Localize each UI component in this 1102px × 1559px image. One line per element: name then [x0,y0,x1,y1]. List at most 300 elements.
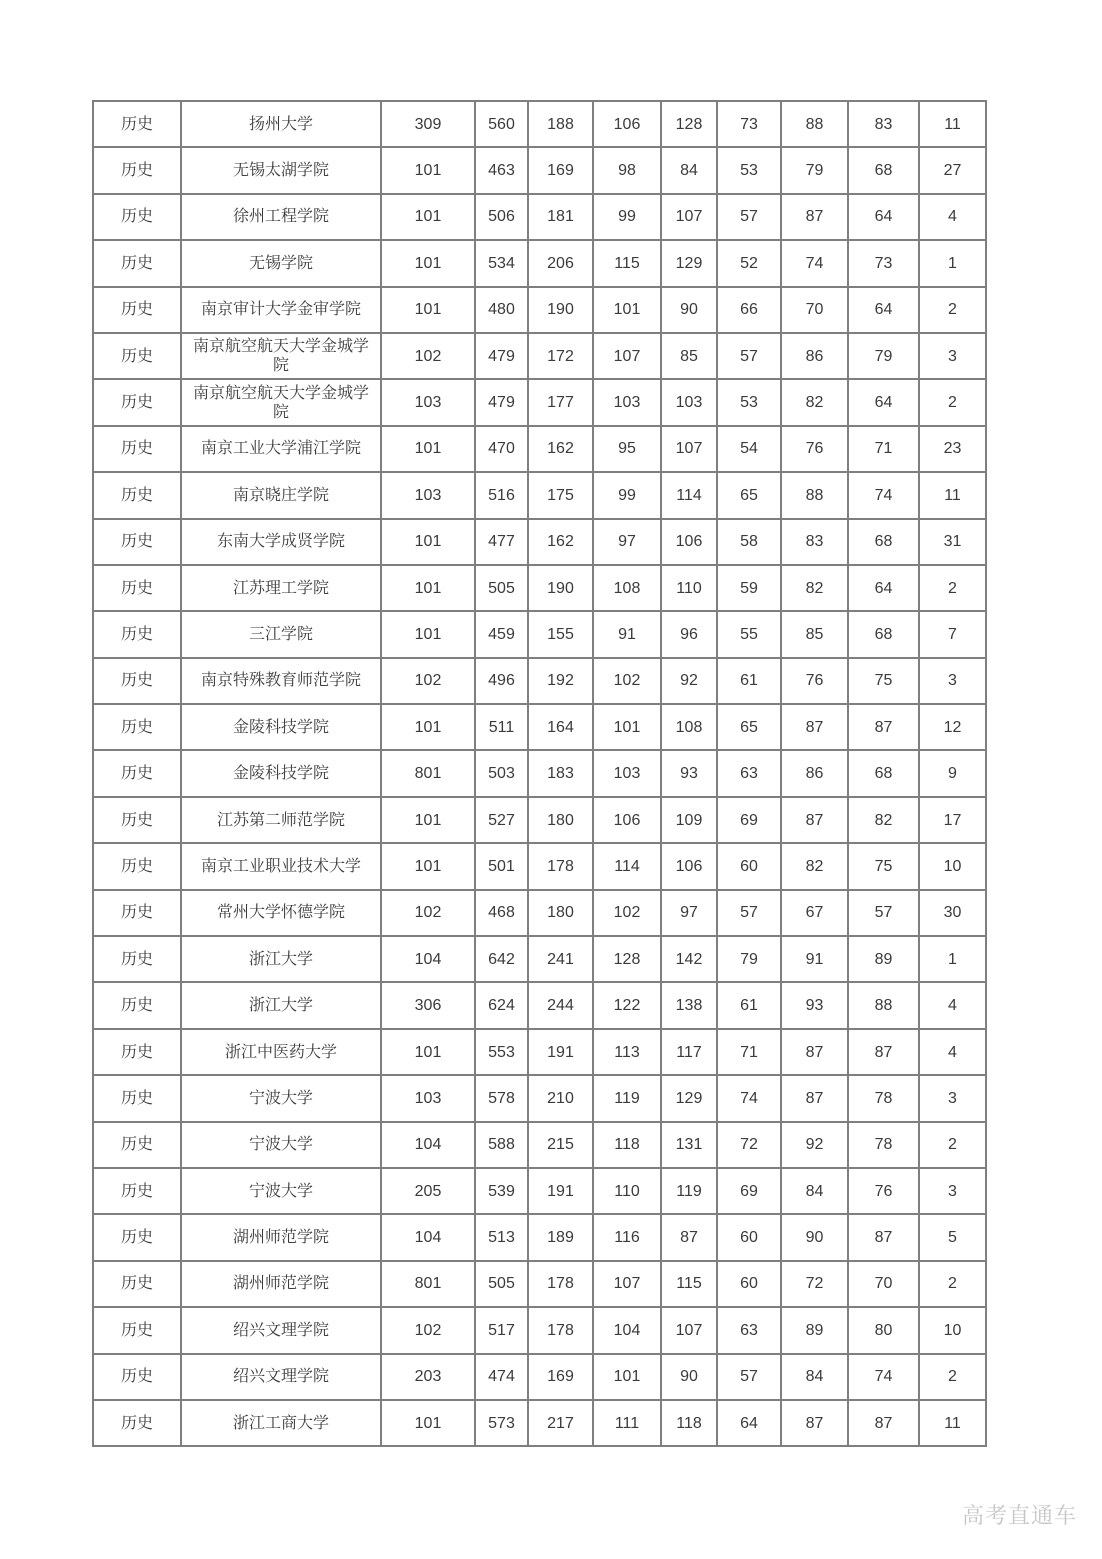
value-cell: 5 [919,1214,986,1260]
value-cell: 107 [661,1307,717,1353]
value-cell: 82 [848,797,919,843]
school-cell: 绍兴文理学院 [181,1354,381,1400]
subject-cell: 历史 [93,658,181,704]
value-cell: 91 [593,611,661,657]
value-cell: 76 [848,1168,919,1214]
value-cell: 104 [381,936,475,982]
value-cell: 57 [717,1354,781,1400]
value-cell: 206 [528,240,593,286]
value-cell: 578 [475,1075,528,1121]
value-cell: 93 [661,750,717,796]
table-row [93,936,986,982]
value-cell: 64 [848,565,919,611]
school-cell: 东南大学成贤学院 [181,519,381,565]
value-cell: 215 [528,1122,593,1168]
value-cell: 60 [717,1214,781,1260]
value-cell: 517 [475,1307,528,1353]
value-cell: 74 [848,1354,919,1400]
value-cell: 101 [593,1354,661,1400]
value-cell: 82 [781,565,848,611]
subject-cell: 历史 [93,1168,181,1214]
value-cell: 244 [528,982,593,1028]
value-cell: 191 [528,1029,593,1075]
value-cell: 101 [381,565,475,611]
value-cell: 2 [919,287,986,333]
school-cell: 南京航空航天大学金城学院 [181,333,381,379]
value-cell: 87 [781,1075,848,1121]
table-row [93,287,986,333]
value-cell: 89 [848,936,919,982]
value-cell: 101 [381,1400,475,1446]
table-row [93,101,986,147]
school-cell: 常州大学怀德学院 [181,890,381,936]
value-cell: 534 [475,240,528,286]
value-cell: 106 [593,797,661,843]
value-cell: 188 [528,101,593,147]
value-cell: 88 [781,472,848,518]
value-cell: 87 [848,1214,919,1260]
value-cell: 1 [919,240,986,286]
value-cell: 74 [848,472,919,518]
value-cell: 169 [528,1354,593,1400]
value-cell: 57 [717,194,781,240]
value-cell: 103 [661,379,717,425]
subject-cell: 历史 [93,565,181,611]
value-cell: 92 [781,1122,848,1168]
value-cell: 67 [781,890,848,936]
value-cell: 128 [593,936,661,982]
value-cell: 87 [848,704,919,750]
value-cell: 82 [781,843,848,889]
value-cell: 83 [848,101,919,147]
value-cell: 2 [919,1354,986,1400]
value-cell: 106 [593,101,661,147]
value-cell: 501 [475,843,528,889]
value-cell: 68 [848,147,919,193]
value-cell: 104 [593,1307,661,1353]
value-cell: 79 [781,147,848,193]
value-cell: 99 [593,472,661,518]
value-cell: 511 [475,704,528,750]
value-cell: 64 [848,379,919,425]
table-row [93,1400,986,1446]
school-cell: 浙江工商大学 [181,1400,381,1446]
value-cell: 83 [781,519,848,565]
school-cell: 浙江大学 [181,936,381,982]
value-cell: 181 [528,194,593,240]
value-cell: 459 [475,611,528,657]
value-cell: 588 [475,1122,528,1168]
value-cell: 76 [781,658,848,704]
value-cell: 103 [381,1075,475,1121]
value-cell: 480 [475,287,528,333]
value-cell: 102 [593,890,661,936]
value-cell: 539 [475,1168,528,1214]
table-row [93,890,986,936]
value-cell: 110 [661,565,717,611]
value-cell: 103 [593,750,661,796]
subject-cell: 历史 [93,843,181,889]
value-cell: 516 [475,472,528,518]
subject-cell: 历史 [93,1214,181,1260]
value-cell: 178 [528,1261,593,1307]
table-row [93,240,986,286]
value-cell: 27 [919,147,986,193]
value-cell: 64 [848,194,919,240]
subject-cell: 历史 [93,1122,181,1168]
subject-cell: 历史 [93,101,181,147]
value-cell: 108 [661,704,717,750]
value-cell: 55 [717,611,781,657]
school-cell: 金陵科技学院 [181,750,381,796]
value-cell: 102 [381,890,475,936]
value-cell: 58 [717,519,781,565]
value-cell: 178 [528,1307,593,1353]
table-row [93,658,986,704]
subject-cell: 历史 [93,333,181,379]
subject-cell: 历史 [93,1075,181,1121]
value-cell: 309 [381,101,475,147]
value-cell: 82 [781,379,848,425]
value-cell: 17 [919,797,986,843]
value-cell: 801 [381,1261,475,1307]
table-row [93,519,986,565]
value-cell: 104 [381,1214,475,1260]
value-cell: 87 [781,1029,848,1075]
subject-cell: 历史 [93,519,181,565]
value-cell: 101 [593,287,661,333]
table-row [93,1214,986,1260]
value-cell: 87 [781,194,848,240]
value-cell: 496 [475,658,528,704]
value-cell: 87 [661,1214,717,1260]
value-cell: 10 [919,843,986,889]
value-cell: 306 [381,982,475,1028]
value-cell: 180 [528,890,593,936]
value-cell: 129 [661,240,717,286]
table-row [93,704,986,750]
value-cell: 101 [381,611,475,657]
value-cell: 84 [781,1168,848,1214]
value-cell: 479 [475,379,528,425]
value-cell: 169 [528,147,593,193]
table-row [93,147,986,193]
subject-cell: 历史 [93,472,181,518]
value-cell: 106 [661,519,717,565]
value-cell: 468 [475,890,528,936]
table-row [93,194,986,240]
value-cell: 101 [381,704,475,750]
subject-cell: 历史 [93,1354,181,1400]
value-cell: 92 [661,658,717,704]
value-cell: 142 [661,936,717,982]
value-cell: 172 [528,333,593,379]
value-cell: 57 [848,890,919,936]
value-cell: 65 [717,472,781,518]
value-cell: 86 [781,750,848,796]
value-cell: 63 [717,750,781,796]
subject-cell: 历史 [93,936,181,982]
value-cell: 86 [781,333,848,379]
value-cell: 117 [661,1029,717,1075]
school-cell: 南京晓庄学院 [181,472,381,518]
value-cell: 131 [661,1122,717,1168]
value-cell: 57 [717,890,781,936]
value-cell: 11 [919,101,986,147]
value-cell: 74 [717,1075,781,1121]
value-cell: 210 [528,1075,593,1121]
school-cell: 南京特殊教育师范学院 [181,658,381,704]
value-cell: 31 [919,519,986,565]
value-cell: 73 [717,101,781,147]
school-cell: 湖州师范学院 [181,1261,381,1307]
table-row [93,1354,986,1400]
school-cell: 南京航空航天大学金城学院 [181,379,381,425]
table-row [93,1075,986,1121]
subject-cell: 历史 [93,147,181,193]
value-cell: 64 [848,287,919,333]
value-cell: 4 [919,1029,986,1075]
subject-cell: 历史 [93,890,181,936]
value-cell: 104 [381,1122,475,1168]
value-cell: 624 [475,982,528,1028]
value-cell: 11 [919,1400,986,1446]
table-row [93,426,986,472]
value-cell: 101 [381,843,475,889]
value-cell: 192 [528,658,593,704]
value-cell: 102 [381,1307,475,1353]
value-cell: 102 [593,658,661,704]
value-cell: 101 [381,287,475,333]
value-cell: 108 [593,565,661,611]
value-cell: 115 [593,240,661,286]
value-cell: 103 [593,379,661,425]
value-cell: 53 [717,147,781,193]
value-cell: 3 [919,333,986,379]
value-cell: 101 [381,147,475,193]
value-cell: 88 [848,982,919,1028]
value-cell: 78 [848,1122,919,1168]
value-cell: 70 [848,1261,919,1307]
value-cell: 87 [781,1400,848,1446]
value-cell: 87 [848,1400,919,1446]
value-cell: 69 [717,1168,781,1214]
value-cell: 12 [919,704,986,750]
value-cell: 71 [848,426,919,472]
value-cell: 506 [475,194,528,240]
value-cell: 65 [717,704,781,750]
admission-score-table [92,100,987,1447]
value-cell: 115 [661,1261,717,1307]
value-cell: 560 [475,101,528,147]
value-cell: 505 [475,1261,528,1307]
subject-cell: 历史 [93,1400,181,1446]
value-cell: 513 [475,1214,528,1260]
subject-cell: 历史 [93,1029,181,1075]
subject-cell: 历史 [93,194,181,240]
value-cell: 162 [528,519,593,565]
school-cell: 宁波大学 [181,1075,381,1121]
value-cell: 107 [661,426,717,472]
value-cell: 102 [381,658,475,704]
value-cell: 23 [919,426,986,472]
value-cell: 190 [528,287,593,333]
value-cell: 79 [848,333,919,379]
subject-cell: 历史 [93,287,181,333]
value-cell: 68 [848,519,919,565]
subject-cell: 历史 [93,1261,181,1307]
value-cell: 74 [781,240,848,286]
value-cell: 98 [593,147,661,193]
table-row [93,1307,986,1353]
school-cell: 无锡学院 [181,240,381,286]
value-cell: 2 [919,379,986,425]
value-cell: 64 [717,1400,781,1446]
table-row [93,843,986,889]
value-cell: 107 [661,194,717,240]
value-cell: 109 [661,797,717,843]
value-cell: 71 [717,1029,781,1075]
table-row [93,379,986,425]
school-cell: 南京工业大学浦江学院 [181,426,381,472]
value-cell: 107 [593,333,661,379]
value-cell: 84 [661,147,717,193]
school-cell: 湖州师范学院 [181,1214,381,1260]
value-cell: 114 [593,843,661,889]
value-cell: 180 [528,797,593,843]
value-cell: 2 [919,1261,986,1307]
value-cell: 463 [475,147,528,193]
subject-cell: 历史 [93,704,181,750]
value-cell: 84 [781,1354,848,1400]
school-cell: 三江学院 [181,611,381,657]
value-cell: 75 [848,843,919,889]
value-cell: 177 [528,379,593,425]
value-cell: 527 [475,797,528,843]
subject-cell: 历史 [93,611,181,657]
value-cell: 80 [848,1307,919,1353]
value-cell: 103 [381,472,475,518]
subject-cell: 历史 [93,1307,181,1353]
table-row [93,1261,986,1307]
value-cell: 87 [848,1029,919,1075]
subject-cell: 历史 [93,982,181,1028]
value-cell: 553 [475,1029,528,1075]
value-cell: 505 [475,565,528,611]
value-cell: 128 [661,101,717,147]
value-cell: 217 [528,1400,593,1446]
school-cell: 浙江中医药大学 [181,1029,381,1075]
table-row [93,1168,986,1214]
value-cell: 72 [781,1261,848,1307]
value-cell: 113 [593,1029,661,1075]
value-cell: 66 [717,287,781,333]
value-cell: 76 [781,426,848,472]
subject-cell: 历史 [93,750,181,796]
school-cell: 无锡太湖学院 [181,147,381,193]
value-cell: 3 [919,1168,986,1214]
value-cell: 118 [593,1122,661,1168]
subject-cell: 历史 [93,426,181,472]
value-cell: 114 [661,472,717,518]
value-cell: 95 [593,426,661,472]
school-cell: 江苏理工学院 [181,565,381,611]
value-cell: 11 [919,472,986,518]
subject-cell: 历史 [93,379,181,425]
value-cell: 73 [848,240,919,286]
value-cell: 72 [717,1122,781,1168]
value-cell: 503 [475,750,528,796]
school-cell: 宁波大学 [181,1122,381,1168]
subject-cell: 历史 [93,240,181,286]
value-cell: 57 [717,333,781,379]
value-cell: 102 [381,333,475,379]
value-cell: 4 [919,194,986,240]
value-cell: 90 [661,1354,717,1400]
value-cell: 97 [661,890,717,936]
value-cell: 479 [475,333,528,379]
school-cell: 徐州工程学院 [181,194,381,240]
school-cell: 江苏第二师范学院 [181,797,381,843]
value-cell: 7 [919,611,986,657]
value-cell: 59 [717,565,781,611]
school-cell: 宁波大学 [181,1168,381,1214]
value-cell: 61 [717,658,781,704]
value-cell: 4 [919,982,986,1028]
value-cell: 2 [919,1122,986,1168]
value-cell: 54 [717,426,781,472]
value-cell: 164 [528,704,593,750]
value-cell: 190 [528,565,593,611]
value-cell: 93 [781,982,848,1028]
table-row [93,611,986,657]
value-cell: 203 [381,1354,475,1400]
value-cell: 30 [919,890,986,936]
value-cell: 110 [593,1168,661,1214]
value-cell: 178 [528,843,593,889]
watermark: 高考直通车 [961,1503,1077,1528]
value-cell: 474 [475,1354,528,1400]
value-cell: 2 [919,565,986,611]
value-cell: 129 [661,1075,717,1121]
value-cell: 642 [475,936,528,982]
value-cell: 101 [381,519,475,565]
school-cell: 南京审计大学金审学院 [181,287,381,333]
table-row [93,333,986,379]
value-cell: 189 [528,1214,593,1260]
value-cell: 61 [717,982,781,1028]
value-cell: 70 [781,287,848,333]
table-row [93,982,986,1028]
value-cell: 103 [381,379,475,425]
school-cell: 南京工业职业技术大学 [181,843,381,889]
value-cell: 111 [593,1400,661,1446]
value-cell: 118 [661,1400,717,1446]
table-row [93,1029,986,1075]
value-cell: 97 [593,519,661,565]
value-cell: 87 [781,704,848,750]
value-cell: 96 [661,611,717,657]
value-cell: 191 [528,1168,593,1214]
value-cell: 79 [717,936,781,982]
value-cell: 470 [475,426,528,472]
value-cell: 205 [381,1168,475,1214]
value-cell: 60 [717,843,781,889]
value-cell: 3 [919,1075,986,1121]
value-cell: 241 [528,936,593,982]
value-cell: 78 [848,1075,919,1121]
value-cell: 101 [381,1029,475,1075]
